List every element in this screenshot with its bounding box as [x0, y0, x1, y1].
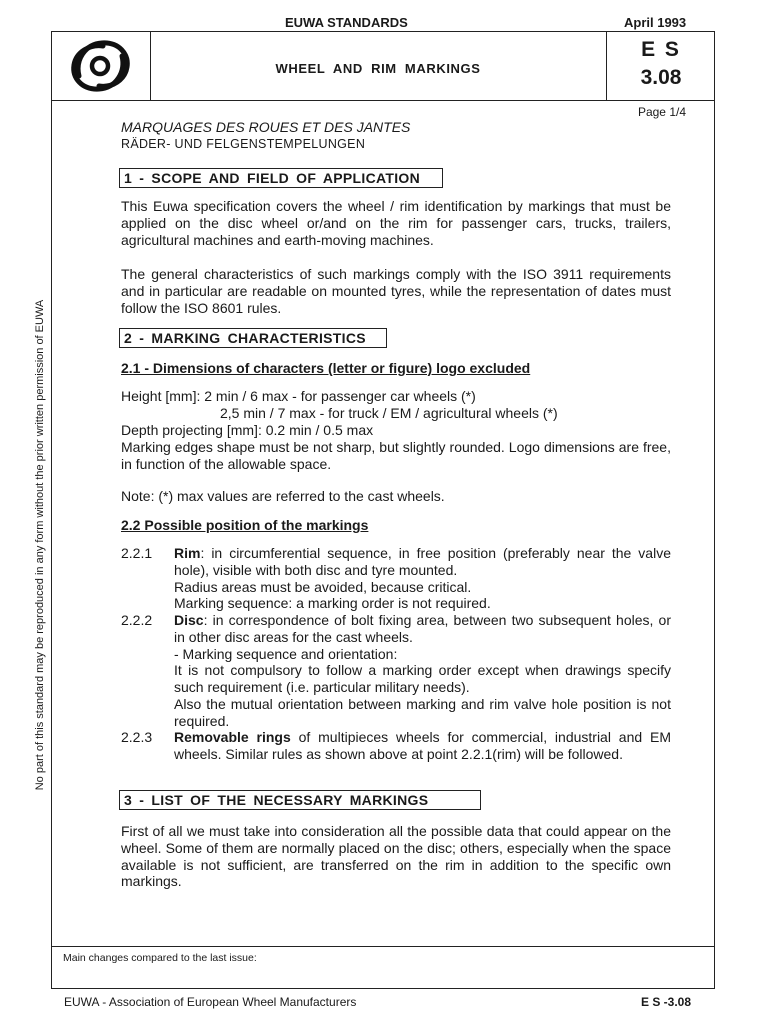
clause-number: 2.2.2	[121, 612, 153, 628]
clause-extra: Marking sequence: a marking order is not required.	[174, 595, 491, 612]
header-box	[51, 31, 715, 101]
section1-heading: 1 - SCOPE AND FIELD OF APPLICATION	[119, 168, 443, 188]
depth-line: Depth projecting [mm]: 0.2 min / 0.5 max	[121, 422, 374, 438]
clause-extra: Also the mutual orientation between marking and rim valve hole position is not required.	[174, 695, 671, 729]
height-line2: 2,5 min / 7 max - for truck / EM / agricultural wheels (*)	[220, 405, 558, 421]
note-line: Note: (*) max values are referred to the cast wheels.	[121, 488, 445, 504]
subtitle-german: RÄDER- UND FELGENSTEMPELUNGEN	[121, 137, 366, 151]
clause-term: Removable rings	[174, 729, 291, 745]
code-cell	[606, 32, 715, 100]
clause-text: : in correspondence of bolt fixing area, between two subsequent holes, or in other disc areas for the cast wheels.	[174, 612, 671, 645]
footer-code: E S -3.08	[641, 995, 692, 1009]
section1-para1: This Euwa specification covers the wheel / rim identification by markings that must be applied on the disc wheel or/and on the rim for passenger cars, trucks, trailers, agricultural machines and earth-moving machines.	[121, 198, 671, 248]
page-body	[51, 101, 715, 989]
clause-removable-rings	[174, 729, 671, 763]
clause-extra: Radius areas must be avoided, because critical.	[174, 578, 472, 595]
height-line1: Height [mm]: 2 min / 6 max - for passenger car wheels (*)	[121, 388, 476, 404]
clause-disc	[174, 612, 671, 730]
section3-heading: 3 - LIST OF THE NECESSARY MARKINGS	[119, 790, 481, 810]
section2-1-heading: 2.1 - Dimensions of characters (letter or figure) logo excluded	[121, 360, 531, 376]
section2-heading: 2 - MARKING CHARACTERISTICS	[119, 328, 387, 348]
edges-para: Marking edges shape must be not sharp, but slightly rounded. Logo dimensions are free, in function of the allowable space.	[121, 439, 671, 472]
clause-text: of multipieces wheels for commercial, industrial and EM wheels. Similar rules as shown above at point 2.2.1(rim) will be followed.	[174, 729, 671, 762]
subtitle-french: MARQUAGES DES ROUES ET DES JANTES	[121, 119, 411, 135]
standard-code-prefix: E S	[641, 38, 681, 61]
clause-rim	[174, 545, 671, 612]
copyright-side-notice: No part of this standard may be reproduced in any form without the prior written permission of EUWA	[34, 299, 46, 791]
clause-number: 2.2.3	[121, 729, 153, 745]
footer-association: EUWA - Association of European Wheel Manufacturers	[64, 995, 357, 1009]
changes-label: Main changes compared to the last issue:	[63, 952, 257, 964]
clause-term: Disc	[174, 612, 204, 628]
clause-extra: It is not compulsory to follow a marking order except when drawings specify such requirement (i.e. particular military needs).	[174, 662, 671, 696]
page-number: Page 1/4	[637, 105, 686, 119]
logo-cell	[52, 32, 151, 100]
doc-title-cell	[150, 32, 606, 100]
section1-para2: The general characteristics of such markings comply with the ISO 3911 requirements and in particular are readable on mounted tyres, while the representation of dates must follow the ISO 8601 rules.	[121, 266, 671, 316]
clause-extra: - Marking sequence and orientation:	[174, 645, 398, 662]
section3-para: First of all we must take into consideration all the possible data that could appear on the wheel. Some of them are normally placed on the disc; others, especially when the space available is not sufficient, are transferred on the rim in addition to the specific own markings.	[121, 823, 671, 890]
changes-divider	[52, 946, 714, 947]
document-title: WHEEL AND RIM MARKINGS	[275, 61, 481, 76]
euwa-spiral-logo-icon	[52, 32, 150, 100]
clause-number: 2.2.1	[121, 545, 153, 561]
clause-term: Rim	[174, 545, 201, 561]
standards-title: EUWA STANDARDS	[285, 15, 408, 30]
issue-date: April 1993	[624, 15, 687, 30]
standard-code-number: 3.08	[640, 66, 682, 89]
section2-2-heading: 2.2 Possible position of the markings	[121, 517, 369, 533]
clause-text: : in circumferential sequence, in free position (preferably near the valve hole), visible with both disc and tyre mounted.	[174, 545, 671, 578]
